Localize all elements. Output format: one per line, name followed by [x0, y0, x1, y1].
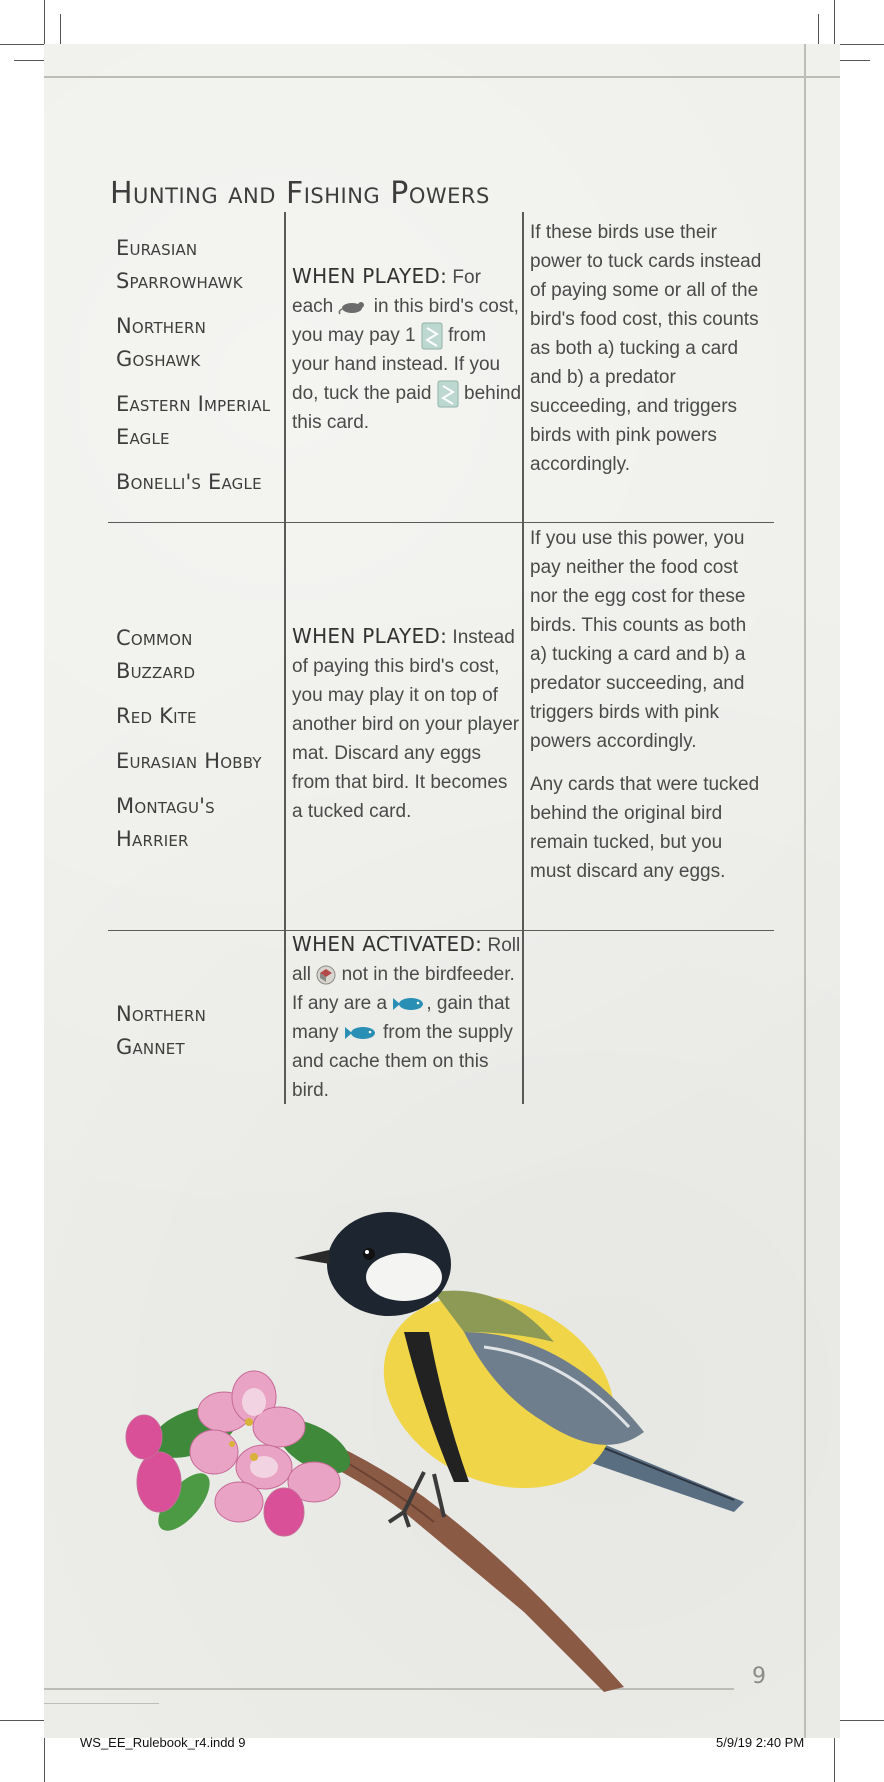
die-icon: [316, 965, 336, 985]
page-title: Hunting and Fishing Powers: [110, 176, 490, 212]
bird-name: Eurasian Hobby: [116, 749, 262, 773]
bird-name: Northern Goshawk: [116, 314, 207, 371]
card-icon: [437, 380, 459, 408]
power-description: WHEN ACTIVATED: Roll all not in the birdfeeder. If any are a , gain that many from the supply and cache them on this bird.: [292, 932, 521, 1101]
fish-icon: [344, 1025, 378, 1041]
bird-names: [116, 232, 276, 511]
power-keyword: WHEN PLAYED:: [292, 624, 448, 648]
rodent-icon: [338, 299, 368, 315]
crop-mark: [44, 0, 45, 44]
crop-mark: [44, 1738, 45, 1782]
bird-name: Montagu's Harrier: [116, 794, 215, 851]
file-slug: WS_EE_Rulebook_r4.indd 9: [80, 1735, 246, 1750]
bird-names: [116, 622, 276, 868]
note-text: If these birds use their power to tuck cards instead of paying some or all of the bird's food cost, this counts as both a) tucking a card and b) a predator succeeding, and triggers birds with pink powers accordingly.: [530, 222, 762, 475]
crop-mark: [834, 0, 835, 44]
bird-name: Red Kite: [116, 704, 197, 728]
crop-mark: [0, 44, 44, 45]
bird-names: [116, 998, 276, 1076]
print-timestamp: 5/9/19 2:40 PM: [716, 1735, 805, 1750]
crop-mark: [0, 1720, 44, 1721]
page-number: 9: [752, 1664, 766, 1689]
crop-mark: [840, 60, 870, 61]
clarification-note: [530, 218, 766, 479]
crop-mark: [834, 1738, 835, 1782]
bottom-rule-short: [44, 1703, 159, 1704]
power-description: WHEN PLAYED: Instead of paying this bird's cost, you may play it on top of another bird on your player mat. Discard any eggs from that bird. It becomes a tucked card.: [292, 624, 520, 822]
bird-name: Northern Gannet: [116, 1002, 207, 1059]
table-row: [108, 212, 774, 523]
fish-icon: [392, 996, 426, 1012]
bird-name: Bonelli's Eagle: [116, 470, 262, 494]
clarification-note: [530, 524, 766, 886]
bird-name: Eurasian Sparrowhawk: [116, 236, 243, 293]
crop-mark: [818, 14, 819, 44]
top-rule: [44, 76, 840, 78]
card-icon: [421, 322, 443, 350]
crop-mark: [14, 60, 44, 61]
table-row: [108, 930, 774, 1104]
bird-name: Eastern Imperial Eagle: [116, 392, 271, 449]
crop-mark: [840, 1720, 884, 1721]
power-keyword: WHEN ACTIVATED:: [292, 932, 483, 956]
bird-name: Common Buzzard: [116, 626, 196, 683]
crop-mark: [840, 44, 884, 45]
crop-mark: [60, 14, 61, 44]
rulebook-page: [44, 44, 840, 1738]
table-row: [108, 522, 774, 931]
note-text: Any cards that were tucked behind the original bird remain tucked, but you must discard any eggs.: [530, 774, 760, 882]
power-description: WHEN PLAYED: For each in this bird's cost, you may pay 1 from your hand instead. If you do, tuck the paid behind this card.: [292, 264, 522, 433]
power-keyword: WHEN PLAYED:: [292, 264, 448, 288]
great-tit-illustration: [104, 1182, 824, 1702]
note-text: If you use this power, you pay neither the food cost nor the egg cost for these birds. This counts as both a) tucking a card and b) a predator succeeding, and triggers birds with pink powers accordingly.: [530, 528, 747, 752]
